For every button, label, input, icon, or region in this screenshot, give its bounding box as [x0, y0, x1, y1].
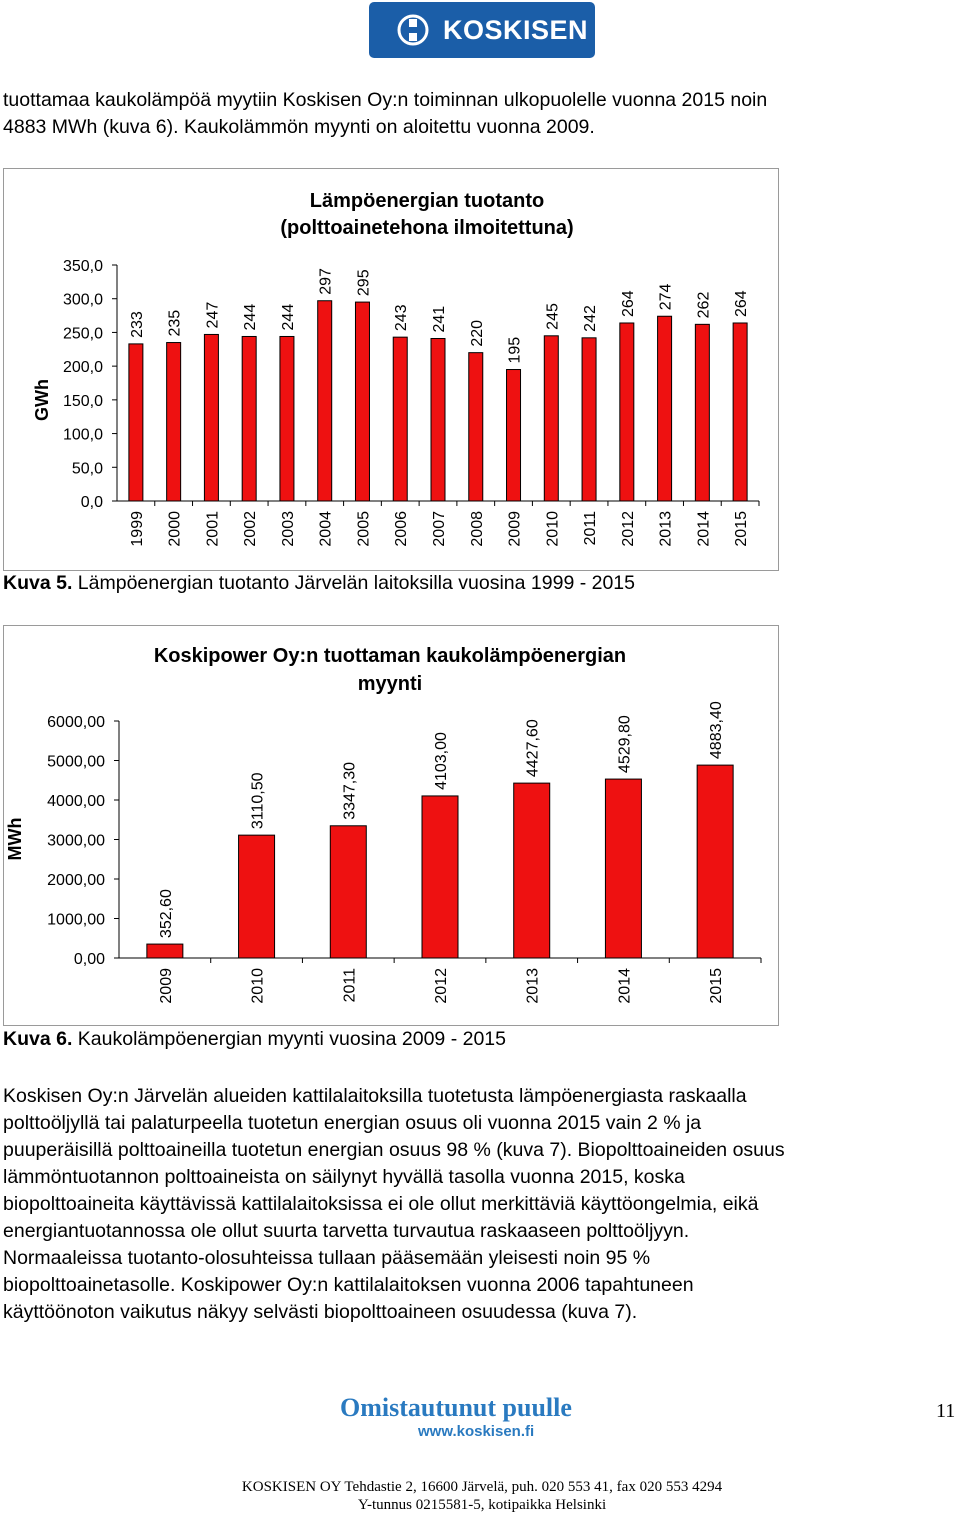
footer-slogan: Omistautunut puulle	[340, 1393, 572, 1422]
x-tick-label: 2010	[249, 968, 267, 1004]
intro-paragraph	[3, 87, 953, 141]
body-line: energiantuotannossa ole ollut suurta tarvetta turvautua raskaaseen polttoöljyyn.	[3, 1220, 690, 1242]
bar	[658, 316, 672, 501]
bar	[204, 334, 218, 501]
data-label: 352,60	[157, 889, 175, 939]
x-tick-label: 2015	[733, 511, 751, 547]
y-tick-label: 200,0	[62, 359, 103, 377]
data-label: 244	[279, 303, 297, 331]
x-tick-label: 2014	[695, 511, 713, 547]
heat-production-chart-svg	[4, 169, 778, 570]
x-tick-label: 2008	[468, 511, 486, 547]
chart-title: Lämpöenergian tuotanto	[309, 190, 545, 212]
y-tick-label: 4000,00	[47, 793, 105, 810]
x-tick-label: 2011	[341, 968, 359, 1003]
y-tick-label: 5000,00	[47, 753, 105, 771]
body-line: biopolttoaineita käyttävissä kattilalaitoksissa ei ole ollut merkittäviä käyttöongelmia, eikä	[3, 1193, 759, 1215]
data-label: 4103,00	[433, 732, 450, 790]
data-label: 262	[695, 291, 713, 319]
y-tick-label: 250,0	[62, 325, 103, 343]
y-tick-label: 3000,00	[47, 832, 105, 850]
heat-production-chart	[3, 168, 779, 571]
data-label: 242	[582, 305, 600, 332]
bar	[422, 796, 458, 958]
body-line: käyttöönoton vaikutus näkyy selvästi biopolttoaineen osuudessa (kuva 7).	[3, 1301, 638, 1323]
y-tick-label: 300,0	[62, 291, 103, 309]
x-tick-label: 2014	[616, 968, 634, 1004]
data-label: 243	[393, 304, 411, 332]
x-tick-label: 2015	[708, 968, 726, 1004]
data-label: 297	[317, 268, 335, 295]
page-number: 11	[936, 1400, 956, 1422]
x-tick-label: 2004	[317, 511, 335, 547]
x-tick-label: 2002	[242, 511, 260, 547]
bar	[393, 337, 407, 501]
bar	[167, 343, 181, 501]
y-tick-label: 2000,00	[47, 872, 105, 889]
y-tick-label: 150,0	[62, 392, 103, 410]
bar	[147, 944, 183, 958]
x-tick-label: 2013	[524, 968, 542, 1004]
bar	[469, 353, 483, 501]
data-label: 241	[431, 305, 448, 333]
chart-title: myynti	[357, 673, 423, 695]
data-label: 4883,40	[708, 701, 726, 760]
bar	[507, 370, 521, 501]
data-label: 195	[506, 336, 524, 364]
data-label: 274	[657, 283, 675, 311]
body-line: Koskisen Oy:n Järvelän alueiden kattilalaitoksilla tuotetusta lämpöenergiasta raskaalla	[3, 1085, 747, 1107]
x-tick-label: 1999	[128, 511, 146, 547]
figure-caption-kuva6	[3, 1026, 506, 1053]
bar	[330, 826, 366, 958]
bar	[431, 338, 445, 501]
x-tick-label: 2013	[657, 511, 675, 547]
body-line: Normaaleissa tuotanto-olosuhteissa tullaan pääsemään yleisesti noin 95 %	[3, 1247, 651, 1269]
x-tick-label: 2009	[157, 968, 175, 1004]
x-tick-label: 2005	[355, 511, 373, 547]
footer-address: KOSKISEN OY Tehdastie 2, 16600 Järvelä, puh. 020 553 41, fax 020 553 4294	[241, 1479, 723, 1495]
body-line: puuperäisillä polttoaineilla tuotetun energian osuus 98 % (kuva 7). Biopolttoaineiden osuus	[3, 1139, 785, 1161]
x-tick-label: 2009	[506, 511, 524, 547]
y-tick-label: 350,0	[62, 258, 103, 275]
y-axis-title: MWh	[5, 817, 25, 861]
data-label: 264	[619, 290, 637, 317]
footer-url: www.koskisen.fi	[418, 1423, 535, 1440]
body-line: lämmöntuotannon polttoaineista on säilynyt hyvällä tasolla vuonna 2015, koska	[3, 1166, 685, 1188]
y-tick-label: 0,00	[73, 951, 105, 968]
x-tick-label: 2007	[431, 511, 448, 547]
intro-line: tuottamaa kaukolämpöä myytiin Koskisen Oy:n toiminnan ulkopuolelle vuonna 2015 noin	[3, 89, 768, 111]
bar	[695, 324, 709, 501]
bar	[280, 336, 294, 501]
data-label: 3110,50	[249, 772, 267, 830]
chart-title: (polttoainetehona ilmoitettuna)	[280, 217, 574, 239]
data-label: 220	[468, 319, 486, 347]
y-tick-label: 0,0	[80, 494, 103, 511]
bar	[582, 338, 596, 501]
district-heat-sales-chart	[3, 625, 779, 1026]
y-axis-title: GWh	[32, 379, 52, 421]
body-line: biopolttoainetasolle. Koskipower Oy:n kattilalaitoksen vuonna 2006 tapahtuneen	[3, 1274, 694, 1296]
caption-label: Kuva 6.	[3, 1028, 73, 1050]
y-tick-label: 1000,00	[47, 911, 105, 929]
intro-line: 4883 MWh (kuva 6). Kaukolämmön myynti on aloitettu vuonna 2009.	[3, 116, 595, 138]
data-label: 3347,30	[341, 761, 359, 820]
bar	[239, 835, 275, 958]
logo-text: KOSKISEN	[443, 14, 589, 45]
data-label: 233	[128, 311, 146, 338]
x-tick-label: 2010	[544, 511, 562, 547]
caption-label: Kuva 5.	[3, 572, 73, 594]
bar	[355, 302, 369, 501]
body-line: polttoöljyllä tai palaturpeella tuotetun energian osuus oli vuonna 2015 vain 2 % ja	[3, 1112, 702, 1134]
data-label: 244	[242, 303, 260, 331]
data-label: 235	[166, 309, 184, 337]
x-tick-label: 2006	[393, 511, 411, 547]
bar	[605, 779, 641, 958]
x-tick-label: 2001	[204, 511, 222, 547]
koskisen-logo	[369, 2, 595, 58]
y-tick-label: 6000,00	[47, 714, 105, 731]
bar	[544, 336, 558, 501]
data-label: 295	[355, 269, 373, 297]
data-label: 247	[204, 301, 222, 329]
chart-title: Koskipower Oy:n tuottaman kaukolämpöenergian	[153, 645, 627, 667]
x-tick-label: 2012	[619, 511, 637, 547]
body-paragraph	[3, 1083, 960, 1326]
figure-caption-kuva5	[3, 570, 635, 597]
data-label: 264	[733, 290, 751, 317]
caption-text: Lämpöenergian tuotanto Järvelän laitoksilla vuosina 1999 - 2015	[72, 572, 635, 594]
bar	[697, 765, 733, 958]
bar	[733, 323, 747, 501]
x-tick-label: 2011	[582, 511, 600, 546]
bar	[242, 336, 256, 501]
bar	[129, 344, 143, 501]
data-label: 245	[544, 303, 562, 330]
caption-text: Kaukolämpöenergian myynti vuosina 2009 - 2015	[72, 1028, 506, 1050]
y-tick-label: 50,0	[71, 460, 103, 478]
x-tick-label: 2003	[279, 511, 297, 547]
logo-mark-icon	[397, 14, 429, 46]
bar	[514, 783, 550, 958]
data-label: 4427,60	[524, 719, 542, 778]
y-tick-label: 100,0	[62, 426, 103, 444]
x-tick-label: 2012	[433, 968, 450, 1004]
bar	[318, 301, 332, 501]
data-label: 4529,80	[616, 715, 634, 774]
bar	[620, 323, 634, 501]
x-tick-label: 2000	[166, 511, 184, 547]
footer-business-id: Y-tunnus 0215581-5, kotipaikka Helsinki	[357, 1497, 607, 1513]
district-heat-sales-chart-svg	[4, 626, 778, 1025]
